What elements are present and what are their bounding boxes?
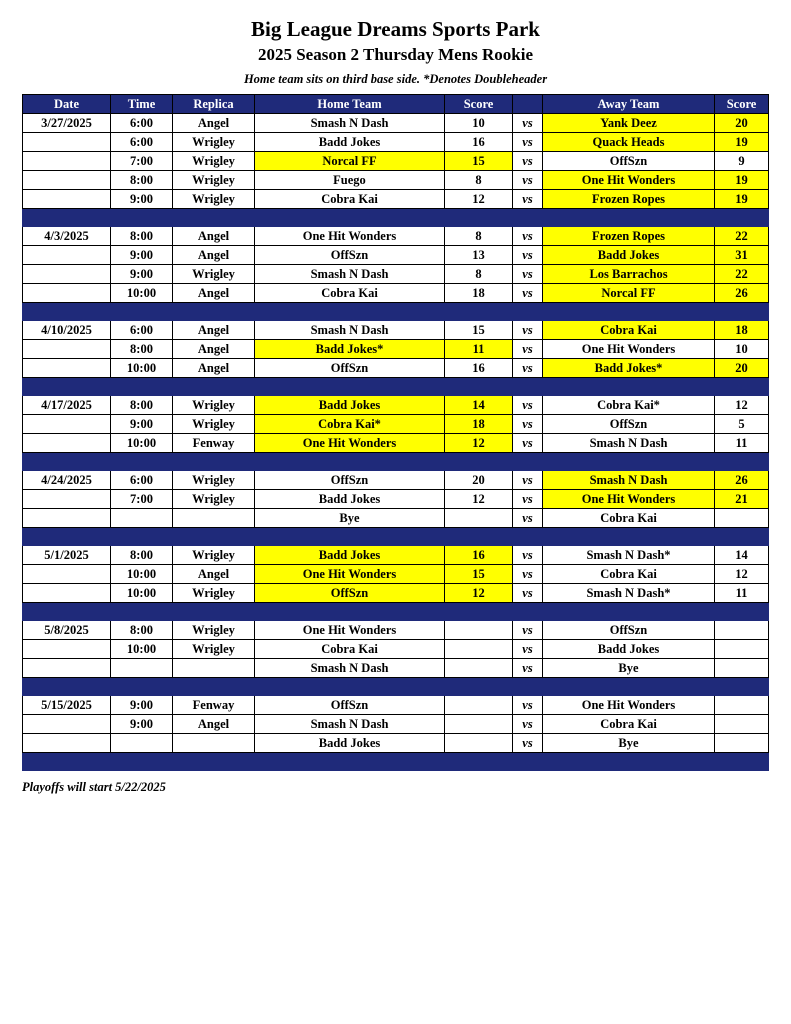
cell-home-team: Badd Jokes bbox=[255, 734, 445, 753]
table-row bbox=[23, 659, 769, 678]
cell-date bbox=[23, 246, 111, 265]
cell-replica: Wrigley bbox=[173, 171, 255, 190]
cell-vs: vs bbox=[513, 359, 543, 378]
cell-away-score: 10 bbox=[715, 340, 769, 359]
cell-away-team: Frozen Ropes bbox=[543, 227, 715, 246]
cell-vs: vs bbox=[513, 133, 543, 152]
cell-time: 6:00 bbox=[111, 114, 173, 133]
cell-away-team: Bye bbox=[543, 734, 715, 753]
cell-date bbox=[23, 490, 111, 509]
cell-away-score: 19 bbox=[715, 171, 769, 190]
cell-away-score: 12 bbox=[715, 396, 769, 415]
cell-vs: vs bbox=[513, 152, 543, 171]
table-row bbox=[23, 621, 769, 640]
cell-time: 8:00 bbox=[111, 227, 173, 246]
cell-home-team: One Hit Wonders bbox=[255, 565, 445, 584]
cell-vs: vs bbox=[513, 396, 543, 415]
cell-home-team: Smash N Dash bbox=[255, 265, 445, 284]
cell-time: 6:00 bbox=[111, 471, 173, 490]
cell-time: 10:00 bbox=[111, 284, 173, 303]
column-header-time: Time bbox=[111, 95, 173, 114]
cell-home-score: 8 bbox=[445, 265, 513, 284]
cell-away-score: 9 bbox=[715, 152, 769, 171]
cell-vs: vs bbox=[513, 321, 543, 340]
cell-away-score: 20 bbox=[715, 114, 769, 133]
cell-away-score: 14 bbox=[715, 546, 769, 565]
cell-replica: Wrigley bbox=[173, 621, 255, 640]
cell-home-score: 12 bbox=[445, 490, 513, 509]
cell-replica: Wrigley bbox=[173, 133, 255, 152]
table-row bbox=[23, 415, 769, 434]
cell-vs: vs bbox=[513, 415, 543, 434]
table-row bbox=[23, 284, 769, 303]
cell-replica: Wrigley bbox=[173, 471, 255, 490]
cell-home-team: OffSzn bbox=[255, 246, 445, 265]
cell-time: 9:00 bbox=[111, 415, 173, 434]
cell-time: 10:00 bbox=[111, 584, 173, 603]
cell-away-team: One Hit Wonders bbox=[543, 171, 715, 190]
cell-replica bbox=[173, 509, 255, 528]
cell-home-team: OffSzn bbox=[255, 696, 445, 715]
cell-home-score: 11 bbox=[445, 340, 513, 359]
table-row bbox=[23, 584, 769, 603]
cell-time: 8:00 bbox=[111, 621, 173, 640]
cell-vs: vs bbox=[513, 490, 543, 509]
cell-home-score bbox=[445, 734, 513, 753]
column-header-home-score: Score bbox=[445, 95, 513, 114]
cell-replica: Angel bbox=[173, 565, 255, 584]
cell-away-score bbox=[715, 659, 769, 678]
cell-home-team: One Hit Wonders bbox=[255, 434, 445, 453]
cell-home-score: 16 bbox=[445, 546, 513, 565]
cell-replica: Wrigley bbox=[173, 190, 255, 209]
cell-vs: vs bbox=[513, 565, 543, 584]
cell-away-score: 11 bbox=[715, 584, 769, 603]
table-row bbox=[23, 546, 769, 565]
cell-time: 8:00 bbox=[111, 396, 173, 415]
cell-replica: Angel bbox=[173, 715, 255, 734]
cell-date bbox=[23, 565, 111, 584]
cell-vs: vs bbox=[513, 621, 543, 640]
cell-time: 9:00 bbox=[111, 696, 173, 715]
table-row bbox=[23, 246, 769, 265]
cell-away-score: 19 bbox=[715, 190, 769, 209]
table-header-row bbox=[23, 95, 769, 114]
week-separator-cell bbox=[23, 453, 769, 471]
cell-away-score: 26 bbox=[715, 284, 769, 303]
cell-date: 4/10/2025 bbox=[23, 321, 111, 340]
cell-date: 4/24/2025 bbox=[23, 471, 111, 490]
cell-date: 5/1/2025 bbox=[23, 546, 111, 565]
week-separator-cell bbox=[23, 209, 769, 227]
cell-home-team: Cobra Kai* bbox=[255, 415, 445, 434]
cell-home-team: Smash N Dash bbox=[255, 321, 445, 340]
column-header-away-team: Away Team bbox=[543, 95, 715, 114]
cell-away-team: One Hit Wonders bbox=[543, 696, 715, 715]
cell-date bbox=[23, 359, 111, 378]
cell-home-team: OffSzn bbox=[255, 584, 445, 603]
week-separator-cell bbox=[23, 528, 769, 546]
cell-home-team: Badd Jokes bbox=[255, 133, 445, 152]
cell-vs: vs bbox=[513, 340, 543, 359]
week-separator-row bbox=[23, 528, 769, 546]
cell-home-score: 15 bbox=[445, 565, 513, 584]
cell-away-score: 12 bbox=[715, 565, 769, 584]
table-row bbox=[23, 114, 769, 133]
cell-away-score bbox=[715, 734, 769, 753]
cell-home-team: One Hit Wonders bbox=[255, 227, 445, 246]
cell-vs: vs bbox=[513, 715, 543, 734]
cell-home-score bbox=[445, 696, 513, 715]
cell-home-team: OffSzn bbox=[255, 359, 445, 378]
cell-time: 9:00 bbox=[111, 715, 173, 734]
week-separator-cell bbox=[23, 303, 769, 321]
table-row bbox=[23, 715, 769, 734]
cell-date bbox=[23, 584, 111, 603]
cell-away-score: 19 bbox=[715, 133, 769, 152]
cell-date bbox=[23, 434, 111, 453]
cell-home-score bbox=[445, 621, 513, 640]
cell-away-score: 5 bbox=[715, 415, 769, 434]
cell-date bbox=[23, 340, 111, 359]
cell-away-team: OffSzn bbox=[543, 621, 715, 640]
cell-replica: Wrigley bbox=[173, 546, 255, 565]
cell-vs: vs bbox=[513, 471, 543, 490]
schedule-note: Home team sits on third base side. *Denotes Doubleheader bbox=[243, 72, 548, 87]
cell-replica: Wrigley bbox=[173, 396, 255, 415]
table-row bbox=[23, 640, 769, 659]
cell-home-team: Badd Jokes* bbox=[255, 340, 445, 359]
table-row bbox=[23, 152, 769, 171]
table-row bbox=[23, 227, 769, 246]
page-title: Big League Dreams Sports Park bbox=[251, 17, 540, 41]
cell-vs: vs bbox=[513, 584, 543, 603]
cell-replica: Fenway bbox=[173, 696, 255, 715]
cell-vs: vs bbox=[513, 434, 543, 453]
cell-replica: Wrigley bbox=[173, 584, 255, 603]
cell-replica: Wrigley bbox=[173, 152, 255, 171]
cell-time: 8:00 bbox=[111, 546, 173, 565]
table-row bbox=[23, 434, 769, 453]
table-row bbox=[23, 321, 769, 340]
cell-date: 5/8/2025 bbox=[23, 621, 111, 640]
cell-home-score: 15 bbox=[445, 321, 513, 340]
cell-home-team: OffSzn bbox=[255, 471, 445, 490]
cell-home-score: 8 bbox=[445, 227, 513, 246]
cell-away-team: Smash N Dash bbox=[543, 434, 715, 453]
table-row bbox=[23, 396, 769, 415]
cell-vs: vs bbox=[513, 190, 543, 209]
table-row bbox=[23, 133, 769, 152]
cell-replica: Wrigley bbox=[173, 415, 255, 434]
cell-away-team: Badd Jokes* bbox=[543, 359, 715, 378]
cell-home-team: Cobra Kai bbox=[255, 190, 445, 209]
cell-date bbox=[23, 152, 111, 171]
cell-away-score bbox=[715, 715, 769, 734]
cell-replica: Angel bbox=[173, 284, 255, 303]
cell-replica bbox=[173, 734, 255, 753]
cell-away-team: Norcal FF bbox=[543, 284, 715, 303]
cell-home-score: 8 bbox=[445, 171, 513, 190]
table-row bbox=[23, 734, 769, 753]
cell-time: 9:00 bbox=[111, 246, 173, 265]
cell-time: 10:00 bbox=[111, 565, 173, 584]
cell-replica: Angel bbox=[173, 340, 255, 359]
cell-away-team: Bye bbox=[543, 659, 715, 678]
cell-home-score bbox=[445, 509, 513, 528]
cell-vs: vs bbox=[513, 114, 543, 133]
cell-time: 8:00 bbox=[111, 340, 173, 359]
cell-date bbox=[23, 509, 111, 528]
cell-away-team: Cobra Kai bbox=[543, 715, 715, 734]
cell-replica: Angel bbox=[173, 246, 255, 265]
cell-vs: vs bbox=[513, 246, 543, 265]
cell-time: 6:00 bbox=[111, 321, 173, 340]
cell-away-score bbox=[715, 509, 769, 528]
cell-replica: Angel bbox=[173, 321, 255, 340]
cell-date bbox=[23, 715, 111, 734]
cell-away-score: 22 bbox=[715, 227, 769, 246]
cell-time: 9:00 bbox=[111, 190, 173, 209]
table-row bbox=[23, 565, 769, 584]
cell-time: 10:00 bbox=[111, 359, 173, 378]
cell-away-score: 21 bbox=[715, 490, 769, 509]
cell-away-score: 20 bbox=[715, 359, 769, 378]
cell-home-score: 16 bbox=[445, 133, 513, 152]
cell-time: 8:00 bbox=[111, 171, 173, 190]
cell-away-team: One Hit Wonders bbox=[543, 490, 715, 509]
cell-time bbox=[111, 659, 173, 678]
cell-away-score bbox=[715, 696, 769, 715]
week-separator-row bbox=[23, 678, 769, 696]
cell-time: 7:00 bbox=[111, 152, 173, 171]
cell-replica: Angel bbox=[173, 114, 255, 133]
cell-home-score: 16 bbox=[445, 359, 513, 378]
column-header-home-team: Home Team bbox=[255, 95, 445, 114]
cell-date bbox=[23, 190, 111, 209]
week-separator-cell bbox=[23, 678, 769, 696]
playoffs-note: Playoffs will start 5/22/2025 bbox=[22, 780, 166, 795]
cell-away-team: Los Barrachos bbox=[543, 265, 715, 284]
week-separator-row bbox=[23, 753, 769, 771]
cell-away-team: OffSzn bbox=[543, 152, 715, 171]
cell-away-team: Cobra Kai bbox=[543, 321, 715, 340]
cell-away-team: Cobra Kai* bbox=[543, 396, 715, 415]
cell-away-team: OffSzn bbox=[543, 415, 715, 434]
cell-home-team: Smash N Dash bbox=[255, 715, 445, 734]
cell-vs: vs bbox=[513, 546, 543, 565]
cell-replica: Wrigley bbox=[173, 265, 255, 284]
cell-vs: vs bbox=[513, 659, 543, 678]
cell-home-score: 15 bbox=[445, 152, 513, 171]
cell-home-team: Fuego bbox=[255, 171, 445, 190]
schedule-body bbox=[23, 114, 769, 771]
cell-away-team: Cobra Kai bbox=[543, 565, 715, 584]
cell-away-score bbox=[715, 640, 769, 659]
cell-home-team: One Hit Wonders bbox=[255, 621, 445, 640]
cell-away-score bbox=[715, 621, 769, 640]
cell-home-score bbox=[445, 640, 513, 659]
cell-home-score: 14 bbox=[445, 396, 513, 415]
cell-replica: Angel bbox=[173, 359, 255, 378]
column-header-away-score: Score bbox=[715, 95, 769, 114]
cell-vs: vs bbox=[513, 696, 543, 715]
cell-vs: vs bbox=[513, 171, 543, 190]
cell-vs: vs bbox=[513, 509, 543, 528]
week-separator-row bbox=[23, 378, 769, 396]
cell-time bbox=[111, 734, 173, 753]
cell-away-score: 26 bbox=[715, 471, 769, 490]
cell-home-team: Cobra Kai bbox=[255, 640, 445, 659]
cell-date bbox=[23, 171, 111, 190]
table-row bbox=[23, 340, 769, 359]
table-row bbox=[23, 171, 769, 190]
cell-home-team: Badd Jokes bbox=[255, 396, 445, 415]
cell-date bbox=[23, 415, 111, 434]
cell-time: 7:00 bbox=[111, 490, 173, 509]
cell-vs: vs bbox=[513, 284, 543, 303]
cell-time bbox=[111, 509, 173, 528]
table-row bbox=[23, 359, 769, 378]
cell-home-team: Cobra Kai bbox=[255, 284, 445, 303]
cell-away-team: Quack Heads bbox=[543, 133, 715, 152]
column-header-replica: Replica bbox=[173, 95, 255, 114]
cell-replica: Angel bbox=[173, 227, 255, 246]
cell-vs: vs bbox=[513, 640, 543, 659]
cell-replica bbox=[173, 659, 255, 678]
table-row bbox=[23, 471, 769, 490]
week-separator-row bbox=[23, 303, 769, 321]
cell-home-score: 12 bbox=[445, 190, 513, 209]
week-separator-cell bbox=[23, 753, 769, 771]
cell-away-team: Yank Deez bbox=[543, 114, 715, 133]
cell-away-team: Badd Jokes bbox=[543, 246, 715, 265]
week-separator-row bbox=[23, 453, 769, 471]
table-row bbox=[23, 509, 769, 528]
cell-date: 4/17/2025 bbox=[23, 396, 111, 415]
cell-away-team: Frozen Ropes bbox=[543, 190, 715, 209]
cell-home-team: Norcal FF bbox=[255, 152, 445, 171]
cell-home-score: 12 bbox=[445, 434, 513, 453]
table-row bbox=[23, 490, 769, 509]
cell-replica: Wrigley bbox=[173, 490, 255, 509]
cell-away-score: 11 bbox=[715, 434, 769, 453]
cell-away-team: Smash N Dash* bbox=[543, 546, 715, 565]
cell-home-team: Badd Jokes bbox=[255, 546, 445, 565]
cell-away-team: Cobra Kai bbox=[543, 509, 715, 528]
cell-away-team: Smash N Dash* bbox=[543, 584, 715, 603]
table-row bbox=[23, 265, 769, 284]
cell-time: 9:00 bbox=[111, 265, 173, 284]
cell-replica: Fenway bbox=[173, 434, 255, 453]
cell-home-team: Bye bbox=[255, 509, 445, 528]
cell-date bbox=[23, 734, 111, 753]
cell-replica: Wrigley bbox=[173, 640, 255, 659]
table-row bbox=[23, 190, 769, 209]
cell-away-team: One Hit Wonders bbox=[543, 340, 715, 359]
cell-home-score: 18 bbox=[445, 415, 513, 434]
cell-home-team: Smash N Dash bbox=[255, 659, 445, 678]
page-subtitle: 2025 Season 2 Thursday Mens Rookie bbox=[257, 45, 534, 65]
cell-home-score: 13 bbox=[445, 246, 513, 265]
cell-date: 3/27/2025 bbox=[23, 114, 111, 133]
cell-home-score bbox=[445, 715, 513, 734]
cell-away-score: 22 bbox=[715, 265, 769, 284]
cell-date bbox=[23, 133, 111, 152]
cell-date bbox=[23, 265, 111, 284]
cell-date bbox=[23, 659, 111, 678]
cell-date bbox=[23, 640, 111, 659]
week-separator-cell bbox=[23, 603, 769, 621]
cell-away-team: Badd Jokes bbox=[543, 640, 715, 659]
cell-home-score: 10 bbox=[445, 114, 513, 133]
column-header-date: Date bbox=[23, 95, 111, 114]
cell-away-team: Smash N Dash bbox=[543, 471, 715, 490]
cell-home-team: Badd Jokes bbox=[255, 490, 445, 509]
cell-home-team: Smash N Dash bbox=[255, 114, 445, 133]
week-separator-cell bbox=[23, 378, 769, 396]
cell-time: 10:00 bbox=[111, 434, 173, 453]
table-row bbox=[23, 696, 769, 715]
cell-date: 4/3/2025 bbox=[23, 227, 111, 246]
cell-date: 5/15/2025 bbox=[23, 696, 111, 715]
cell-time: 10:00 bbox=[111, 640, 173, 659]
cell-date bbox=[23, 284, 111, 303]
cell-home-score: 20 bbox=[445, 471, 513, 490]
cell-away-score: 31 bbox=[715, 246, 769, 265]
cell-home-score: 18 bbox=[445, 284, 513, 303]
week-separator-row bbox=[23, 603, 769, 621]
cell-home-score: 12 bbox=[445, 584, 513, 603]
cell-vs: vs bbox=[513, 734, 543, 753]
cell-vs: vs bbox=[513, 265, 543, 284]
schedule-table bbox=[22, 94, 769, 771]
cell-vs: vs bbox=[513, 227, 543, 246]
week-separator-row bbox=[23, 209, 769, 227]
cell-home-score bbox=[445, 659, 513, 678]
column-header-vs bbox=[513, 95, 543, 114]
cell-time: 6:00 bbox=[111, 133, 173, 152]
cell-away-score: 18 bbox=[715, 321, 769, 340]
